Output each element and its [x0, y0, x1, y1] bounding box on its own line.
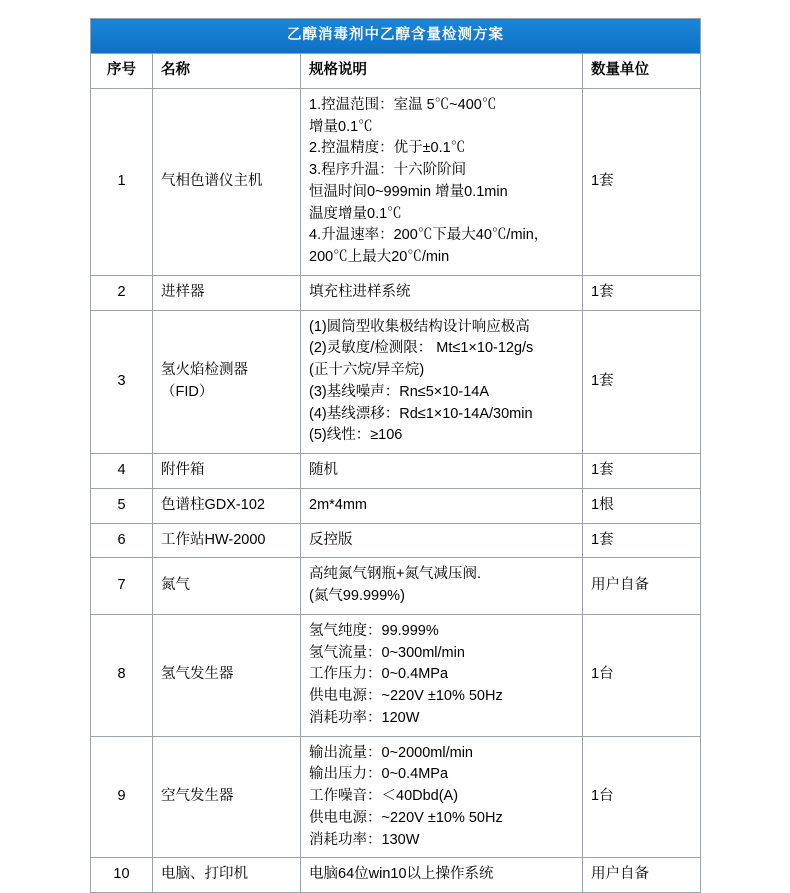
cell-specification [301, 88, 583, 275]
cell-item-name: 附件箱 [153, 454, 301, 489]
specification-lines [309, 460, 574, 482]
cell-quantity-unit: 1套 [583, 454, 701, 489]
spec-table [90, 18, 701, 893]
table-row [91, 614, 701, 736]
cell-quantity-unit: 1台 [583, 736, 701, 858]
table-row [91, 858, 701, 893]
specification-line: 工作噪音：＜40Dbd(A) [309, 788, 459, 804]
cell-specification [301, 523, 583, 558]
cell-item-name: 进样器 [153, 275, 301, 310]
specification-line: 2m*4mm [309, 496, 368, 513]
cell-row-number: 5 [91, 488, 153, 523]
cell-specification [301, 488, 583, 523]
specification-line: 3.程序升温：十六阶阶间 [309, 162, 467, 178]
specification-lines [309, 495, 574, 517]
specification-line: 氢气流量：0~300ml/min [309, 644, 465, 661]
specification-line: 随机 [309, 462, 338, 478]
specification-line: 高纯氮气钢瓶+氮气减压阀. [309, 566, 481, 583]
table-row [91, 736, 701, 858]
cell-row-number: 2 [91, 275, 153, 310]
table-row [91, 523, 701, 558]
specification-lines [309, 282, 574, 304]
specification-line: (1)圆筒型收集极结构设计响应极高 [309, 318, 530, 335]
specification-line: 4.升温速率：200℃下最大40℃/min， [309, 227, 549, 244]
specification-line: 消耗功率：130W [309, 831, 420, 848]
cell-item-name: 氢火焰检测器（FID） [153, 310, 301, 454]
specification-line: 2.控温精度：优于±0.1℃ [309, 140, 466, 157]
specification-lines [309, 864, 574, 886]
column-header-spec: 规格说明 [301, 54, 583, 89]
cell-quantity-unit: 1根 [583, 488, 701, 523]
specification-line: (4)基线漂移：Rd≤1×10-14A/30min [309, 405, 533, 422]
cell-row-number: 6 [91, 523, 153, 558]
specification-line: (氮气99.999%) [309, 588, 405, 604]
spec-table-body [91, 19, 701, 893]
cell-item-name: 氮气 [153, 558, 301, 615]
specification-line: 填充柱进样系统 [309, 283, 411, 300]
cell-specification [301, 858, 583, 893]
specification-line: (3)基线噪声：Rn≤5×10-14A [309, 383, 490, 400]
cell-specification [301, 310, 583, 454]
cell-row-number: 7 [91, 558, 153, 615]
specification-line: 消耗功率：120W [309, 709, 420, 726]
specification-lines [309, 317, 574, 448]
specification-line: 工作压力：0~0.4MPa [309, 666, 449, 683]
column-header-unit: 数量单位 [583, 54, 701, 89]
cell-row-number: 9 [91, 736, 153, 858]
specification-line: (2)灵敏度/检测限： Mt≤1×10-12g/s [309, 340, 534, 357]
cell-quantity-unit: 1套 [583, 310, 701, 454]
spec-table-container [90, 18, 700, 893]
specification-line: 输出流量：0~2000ml/min [309, 744, 473, 761]
specification-line: 增量0.1℃ [309, 118, 373, 135]
specification-line: 供电电源：~220V ±10% 50Hz [309, 809, 503, 826]
cell-item-name: 色谱柱GDX-102 [153, 488, 301, 523]
specification-lines [309, 743, 574, 852]
specification-line: 电脑64位win10以上操作系统 [309, 866, 494, 883]
table-row [91, 558, 701, 615]
cell-quantity-unit: 1套 [583, 523, 701, 558]
cell-row-number: 4 [91, 454, 153, 489]
cell-quantity-unit: 1套 [583, 275, 701, 310]
cell-item-name: 电脑、打印机 [153, 858, 301, 893]
cell-item-name: 气相色谱仪主机 [153, 88, 301, 275]
table-row [91, 454, 701, 489]
cell-row-number: 10 [91, 858, 153, 893]
cell-quantity-unit: 用户自备 [583, 858, 701, 893]
cell-specification [301, 454, 583, 489]
table-row [91, 275, 701, 310]
cell-item-name: 氢气发生器 [153, 614, 301, 736]
specification-lines [309, 530, 574, 552]
specification-line: (5)线性：≥106 [309, 427, 403, 444]
table-row [91, 88, 701, 275]
specification-line: 200℃上最大20℃/min [309, 249, 450, 265]
table-row [91, 488, 701, 523]
table-title: 乙醇消毒剂中乙醇含量检测方案 [91, 19, 701, 54]
cell-specification [301, 736, 583, 858]
specification-lines [309, 564, 574, 608]
column-header-no: 序号 [91, 54, 153, 89]
cell-item-name: 工作站HW-2000 [153, 523, 301, 558]
table-header-row [91, 54, 701, 89]
cell-quantity-unit: 1台 [583, 614, 701, 736]
specification-line: 温度增量0.1℃ [309, 205, 402, 222]
specification-line: 1.控温范围：室温 5℃~400℃ [309, 96, 497, 113]
cell-specification [301, 614, 583, 736]
cell-specification [301, 275, 583, 310]
specification-line: 供电电源：~220V ±10% 50Hz [309, 688, 503, 704]
column-header-name: 名称 [153, 54, 301, 89]
table-title-row [91, 19, 701, 54]
specification-lines [309, 621, 574, 730]
table-row [91, 310, 701, 454]
cell-item-name: 空气发生器 [153, 736, 301, 858]
specification-lines [309, 95, 574, 269]
specification-line: 恒温时间0~999min 增量0.1min [309, 183, 508, 200]
cell-row-number: 1 [91, 88, 153, 275]
specification-line: 反控版 [309, 531, 353, 548]
specification-line: 氢气纯度：99.999% [309, 622, 439, 639]
cell-row-number: 8 [91, 614, 153, 736]
cell-quantity-unit: 1套 [583, 88, 701, 275]
specification-line: 输出压力：0~0.4MPa [309, 766, 449, 783]
cell-specification [301, 558, 583, 615]
cell-row-number: 3 [91, 310, 153, 454]
specification-line: (正十六烷/异辛烷) [309, 362, 425, 378]
cell-quantity-unit: 用户自备 [583, 558, 701, 615]
